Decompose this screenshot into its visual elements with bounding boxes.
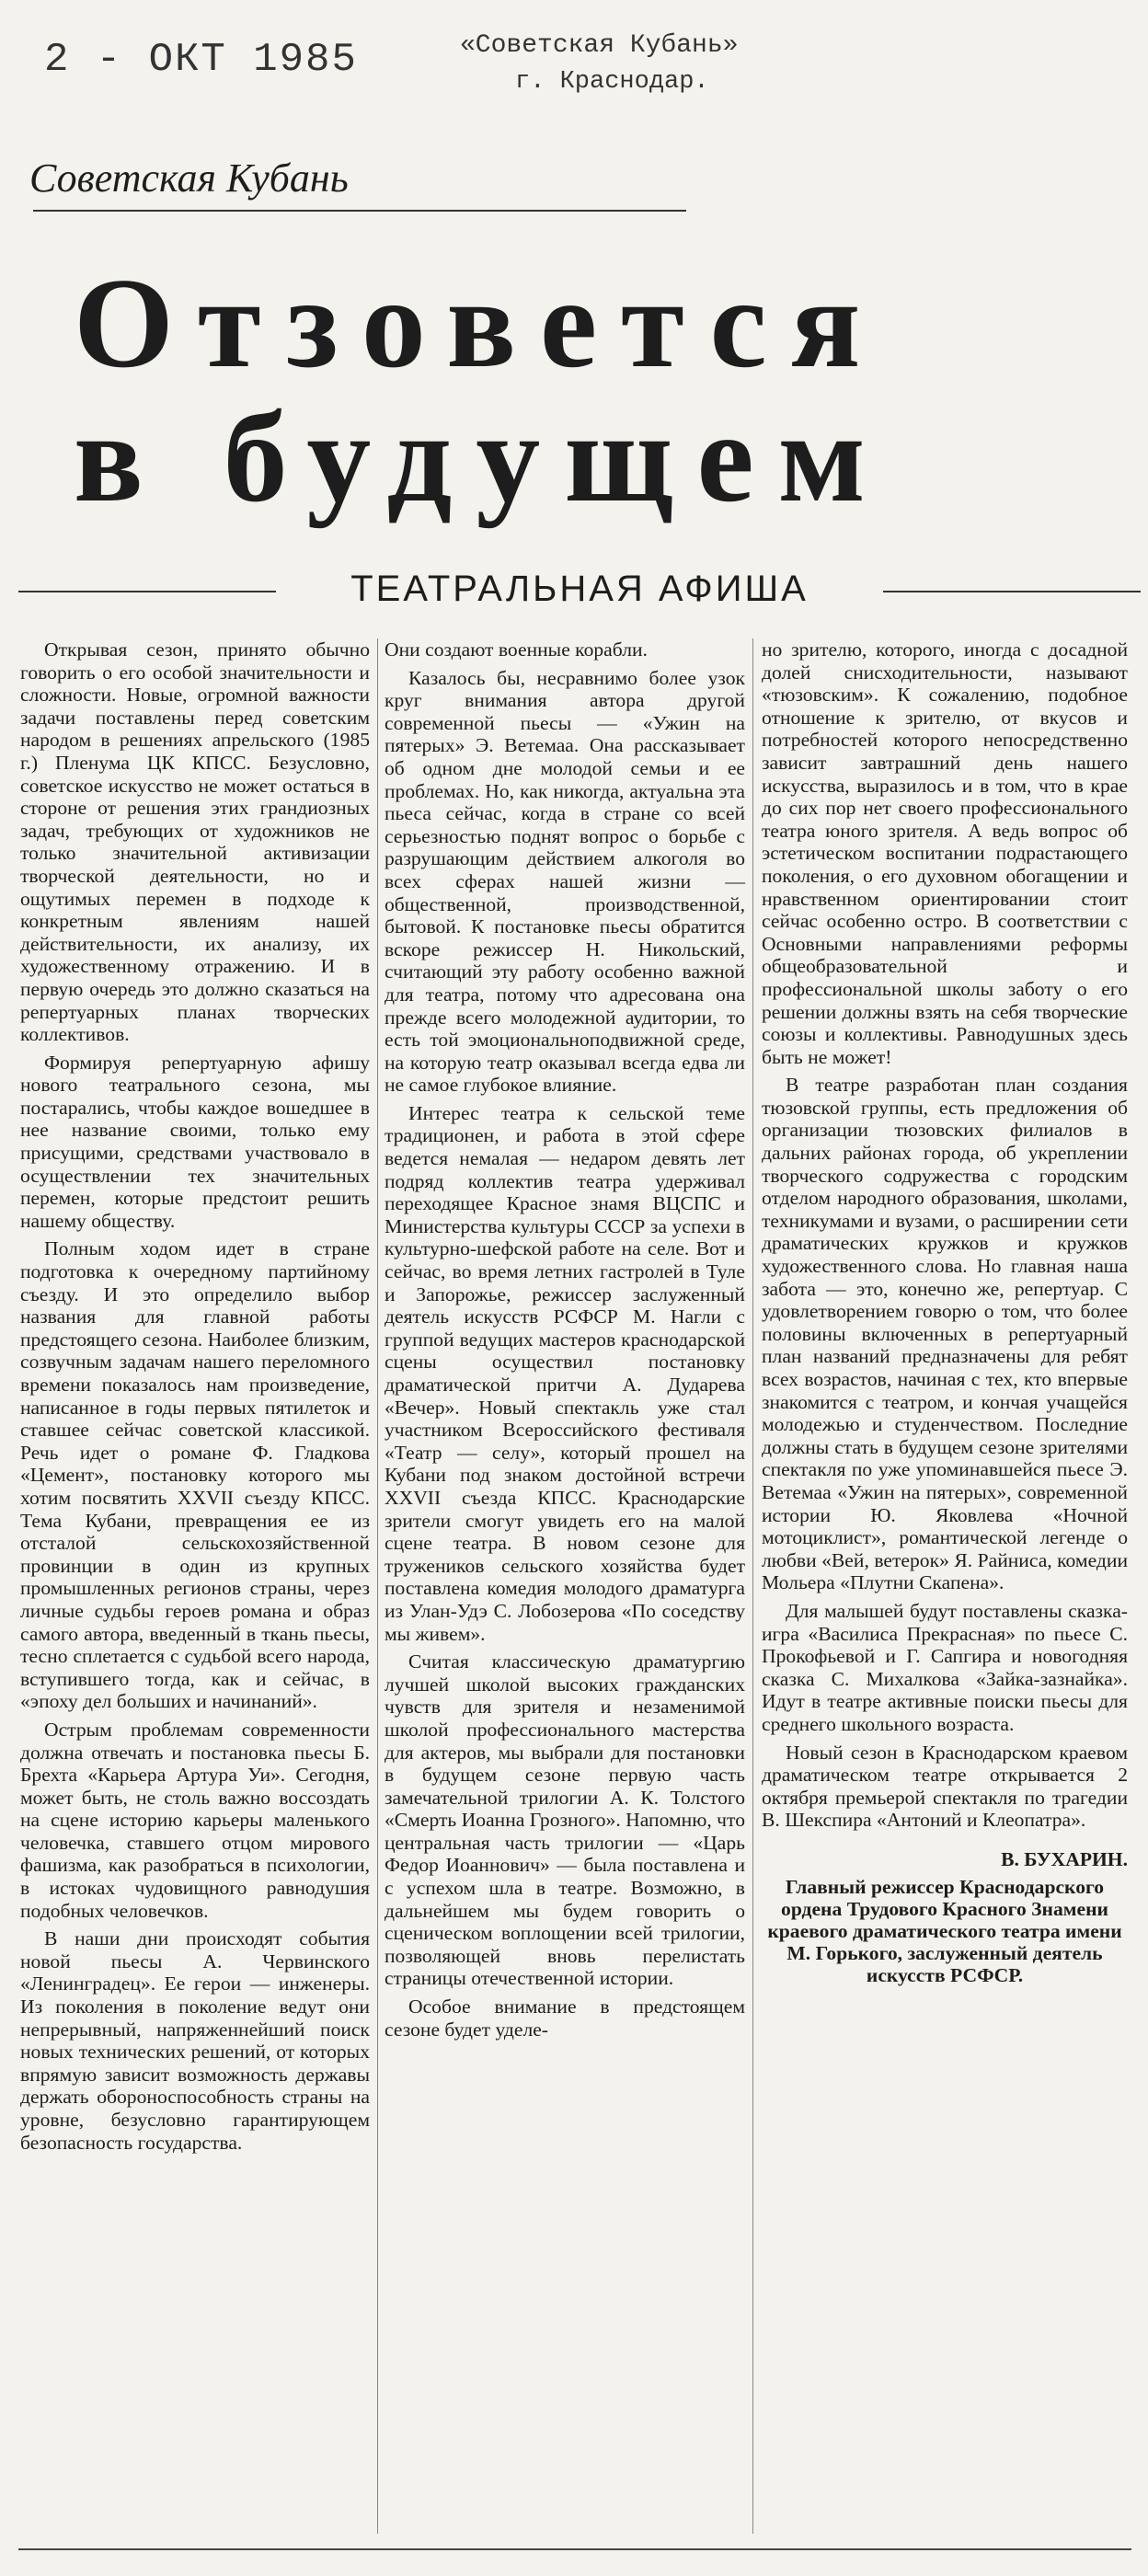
article-column-3 <box>762 638 1128 1992</box>
headline-line-2: в будущем <box>74 386 890 529</box>
headline-line-1: Отзовется <box>74 252 885 395</box>
article-column-2 <box>385 638 745 2046</box>
paragraph: Особое внимание в предстоящем сезоне будет уделе- <box>385 1995 745 2041</box>
rubric-label: ТЕАТРАЛЬНАЯ АФИША <box>350 569 809 609</box>
paragraph: В наши дни происходят события новой пьесы А. Червинского «Ленинградец». Ее герои — инженеры. Из поколения в поколение ведут они непрерывный, напряженнейший поиск новых технических решений, от которых впрямую зависит возможность державы держать обороноспособность страны на уровне, безусловно гарантирующем безопасность государства. <box>20 1927 370 2154</box>
date-stamp: 2 - ОКТ 1985 <box>44 37 358 83</box>
rubric-bar <box>18 569 1141 615</box>
paragraph: В театре разработан план создания тюзовской группы, есть предложения об организации тюзовских филиалов в дальних районах города, об укреплении творческого содружества с городским отделом народного образования, школами, техникумами и вузами, о расширении сети драматических кружков и кружков художественного слова. Но главная наша забота — это, конечно же, репертуар. С удовлетворением говорю о том, что более половины включенных в репертуарный план названий предназначены для ребят всех возрастов, начиная с тех, кто впервые знакомится с театром, и кончая учащейся молодежью и студенчеством. Последние должны стать в будущем сезоне зрителями спектакля по уже упоминавшейся пьесе Э. Ветемаа «Ужин на пятерых», современной истории Ю. Яковлева «Ночной мотоциклист», романтической легенде о любви «Вей, ветерок» Я. Райниса, комедии Мольера «Плутни Скапена». <box>762 1074 1128 1594</box>
column-divider <box>377 638 378 2534</box>
paragraph: Они создают военные корабли. <box>385 638 648 661</box>
paragraph: Полным ходом идет в стране подготовка к очередному партийному съезду. И это определило выбор названия для главной работы предстоящего сезона. Наиболее близким, созвучным задачам нашего переломного времени показалось нам произведение, написанное в годы первых пятилеток и ставшее сейчас советской классикой. Речь идет о романе Ф. Гладкова «Цемент», постановку которого мы хотим посвятить XXVII съезду КПСС. Тема Кубани, превращения ее из отсталой сельскохозяйственной провинции в один из крупных промышленных регионов страны, через личные судьбы героев романа и образ самого автора, введенный в ткань пьесы, тесно сплетается с судьбой всего народа, вступившего тогда, как и сейчас, в «эпоху дел больших и начинаний». <box>20 1237 370 1713</box>
author-signature: В. БУХАРИН. <box>1001 1847 1128 1870</box>
author-credentials: Главный режиссер Краснодарского ордена Трудового Красного Знамени краевого драматического театра имени М. Горького, заслуженный деятель искусств РСФСР. <box>767 1876 1122 1987</box>
paragraph: Интерес театра к сельской теме традиционен, и работа в этой сфере ведется немалая — недаром девять лет подряд коллектив театра удерживал переходящее Красное знамя ВЦСПС и Министерства культуры СССР за успехи в культурно-шефской работе на селе. Вот и сейчас, во время летних гастролей в Туле и Запорожье, режиссер заслуженный деятель искусств РСФСР М. Нагли с группой ведущих мастеров краснодарской сцены осуществил постановку драматической притчи А. Дударева «Вечер». Новый спектакль уже стал участником Всероссийского фестиваля «Театр — селу», который прошел на Кубани под знаком достойной встречи XXVII съезда КПСС. Краснодарские зрители смогут увидеть его на малой сцене театра. В новом сезоне для тружеников сельского хозяйства будет поставлена комедия молодого драматурга из Улан-Удэ С. Лобозерова «По соседству мы живем». <box>385 1101 745 1645</box>
column-divider <box>752 638 753 2534</box>
title-underline <box>33 210 686 212</box>
newspaper-title: Советская Кубань <box>29 155 349 201</box>
rubric-rule-right <box>883 591 1141 592</box>
source-stamp-city: г. Краснодар. <box>515 68 709 96</box>
rubric-rule-left <box>18 591 276 592</box>
paragraph: Казалось бы, несравнимо более узок круг внимания автора другой современной пьесы — «Ужин на пятерых» Э. Ветемаа. Она рассказывает об одном дне молодой семьи и ее проблемах. Но, как никогда, актуальна эта пьеса сейчас, когда в стране со всей серьезностью поднят вопрос о борьбе с разрушающим действием алкоголя во всех сферах нашей жизни — общественной, производственной, бытовой. К постановке пьесы обратится вскоре режиссер Н. Никольский, считающий эту работу особенно важной для театра, потому что адресована она прежде всего молодежной аудитории, то есть той эмоциональноподвижной среде, на которую театр оказывал всегда едва ли не самое глубокое влияние. <box>385 666 745 1097</box>
article-column-1 <box>20 638 370 2159</box>
clipping-bottom-edge <box>18 2548 1131 2550</box>
source-stamp-name: «Советская Кубань» <box>460 31 739 60</box>
paragraph: но зрителю, которого, иногда с досадной долей снисходительности, называют «тюзовским». К сожалению, подобное отношение к зрителю, от вкусов и потребностей которого непосредственно зависит завтрашний день нашего искусства, выразилось и в том, что в крае до сих пор нет своего профессионального театра юного зрителя. А ведь вопрос об эстетическом воспитании подрастающего поколения, о его духовном обогащении и нравственном ориентировании стоит сейчас особенно остро. В соответствии с Основными направлениями реформы общеобразовательной и профессиональной школы заботу о его решении должны взять на себя творческие союзы и коллективы. Равнодушных здесь быть не может! <box>762 638 1128 1068</box>
paragraph: Формируя репертуарную афишу нового театрального сезона, мы постарались, чтобы каждое вошедшее в нее название своими, только ему присущими, средствами участвовало в осуществлении тех значительных перемен, которые предстоит решить нашему обществу. <box>20 1051 370 1232</box>
paragraph: Для малышей будут поставлены сказка-игра «Василиса Прекрасная» по пьесе С. Прокофьевой и Г. Сапгира и новогодняя сказка С. Михалкова «Зайка-зазнайка». Идут в театре активные поиски пьесы для среднего школьного возраста. <box>762 1599 1128 1735</box>
paragraph: Открывая сезон, принято обычно говорить о его особой значительности и сложности. Новые, огромной важности задачи поставлены перед советским народом в решениях апрельского (1985 г.) Пленума ЦК КПСС. Безусловно, советское искусство не может остаться в стороне от решения этих грандиозных задач, требующих от художников не только значительной активизации творческой деятельности, но и ощутимых перемен в подходе к конкретным явлениям нашей действительности, их анализу, их художественному отражению. И в первую очередь это должно сказаться на репертуарных планах творческих коллективов. <box>20 638 370 1046</box>
paragraph: Считая классическую драматургию лучшей школой высоких гражданских чувств для зрителя и незаменимой школой профессионального мастерства для актеров, мы выбрали для постановки в будущем сезоне первую часть замечательной трилогии А. К. Толстого «Смерть Иоанна Грозного». Напомню, что центральная часть трилогии — «Царь Федор Иоаннович» — была поставлена и с успехом шла в театре. Возможно, в дальнейшем мы будем говорить о сценическом воплощении всей трилогии, позволяющей вновь перелистать страницы отечественной истории. <box>385 1650 745 1990</box>
paragraph: Новый сезон в Краснодарском краевом драматическом театре открывается 2 октября премьерой спектакля по трагедии В. Шекспира «Антоний и Клеопатра». <box>762 1741 1128 1832</box>
paragraph: Острым проблемам современности должна отвечать и постановка пьесы Б. Брехта «Карьера Артура Уи». Сегодня, может быть, не столь важно воссоздать на сцене историю карьеры маленького человечка, ставшего отцом мирового фашизма, как разобраться в психологии, в истоках чудовищного равнодушия подобных человечков. <box>20 1718 370 1922</box>
